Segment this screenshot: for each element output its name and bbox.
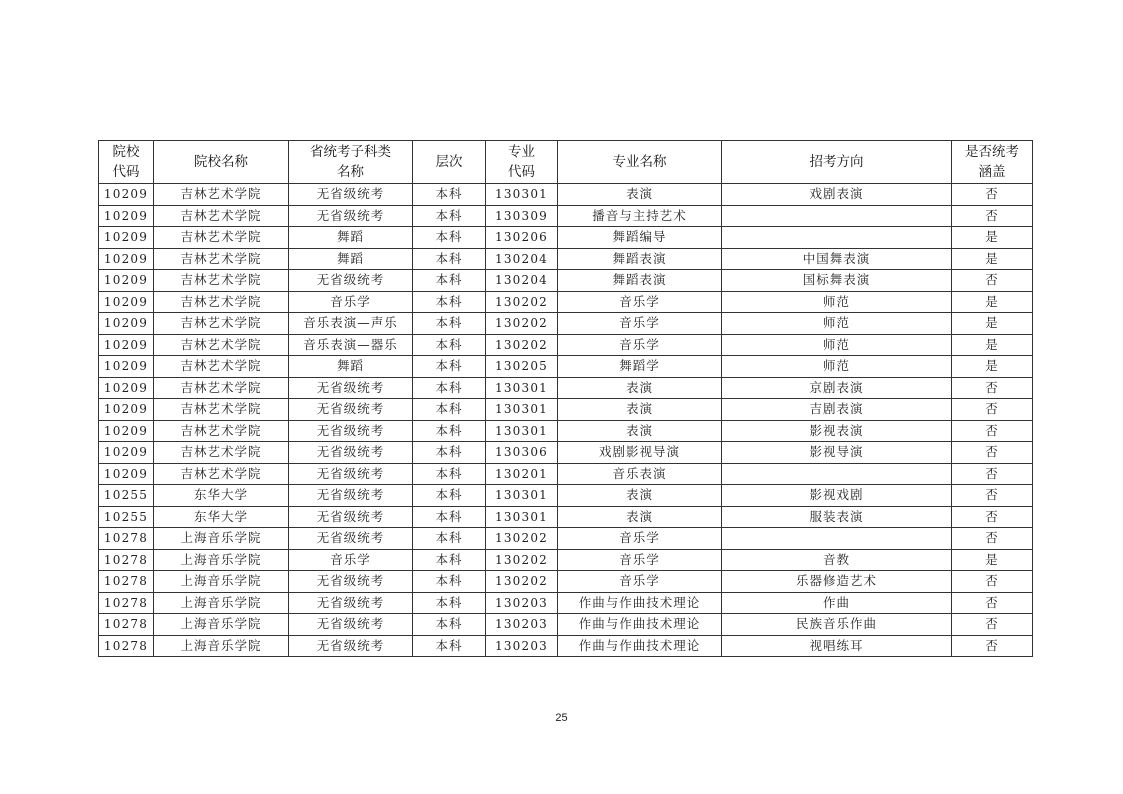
cell-major-code: 130301 (486, 506, 558, 528)
cell-level: 本科 (413, 549, 486, 571)
cell-school-code: 10255 (99, 485, 154, 507)
cell-school-name: 上海音乐学院 (154, 614, 289, 636)
header-major-name: 专业名称 (558, 141, 722, 184)
cell-school-name: 吉林艺术学院 (154, 184, 289, 206)
cell-admission-direction: 乐器修造艺术 (722, 571, 952, 593)
header-major-code: 专业 代码 (486, 141, 558, 184)
cell-level: 本科 (413, 463, 486, 485)
table-row (99, 313, 1033, 335)
cell-exam-coverage: 否 (952, 399, 1033, 421)
table-row (99, 205, 1033, 227)
cell-school-code: 10278 (99, 614, 154, 636)
cell-major-code: 130205 (486, 356, 558, 378)
cell-major-code: 130301 (486, 420, 558, 442)
cell-exam-coverage: 否 (952, 377, 1033, 399)
cell-admission-direction: 影视戏剧 (722, 485, 952, 507)
cell-major-code: 130203 (486, 592, 558, 614)
table-row (99, 592, 1033, 614)
cell-major-code: 130202 (486, 334, 558, 356)
cell-school-code: 10209 (99, 334, 154, 356)
cell-school-code: 10278 (99, 528, 154, 550)
cell-admission-direction: 师范 (722, 313, 952, 335)
cell-level: 本科 (413, 420, 486, 442)
cell-exam-subcategory: 无省级统考 (289, 635, 413, 657)
cell-exam-subcategory: 无省级统考 (289, 399, 413, 421)
cell-level: 本科 (413, 506, 486, 528)
cell-major-name: 表演 (558, 485, 722, 507)
cell-exam-coverage: 是 (952, 248, 1033, 270)
cell-admission-direction: 民族音乐作曲 (722, 614, 952, 636)
table-row (99, 549, 1033, 571)
cell-exam-subcategory: 无省级统考 (289, 506, 413, 528)
cell-level: 本科 (413, 227, 486, 249)
header-school-code: 院校 代码 (99, 141, 154, 184)
cell-exam-coverage: 否 (952, 485, 1033, 507)
cell-admission-direction (722, 205, 952, 227)
cell-major-name: 音乐学 (558, 528, 722, 550)
cell-major-name: 作曲与作曲技术理论 (558, 592, 722, 614)
cell-school-code: 10209 (99, 184, 154, 206)
cell-major-code: 130202 (486, 549, 558, 571)
cell-admission-direction (722, 227, 952, 249)
cell-school-name: 上海音乐学院 (154, 549, 289, 571)
cell-admission-direction: 国标舞表演 (722, 270, 952, 292)
cell-level: 本科 (413, 528, 486, 550)
cell-level: 本科 (413, 614, 486, 636)
cell-exam-subcategory: 无省级统考 (289, 420, 413, 442)
cell-level: 本科 (413, 399, 486, 421)
cell-exam-coverage: 否 (952, 270, 1033, 292)
cell-admission-direction: 作曲 (722, 592, 952, 614)
cell-level: 本科 (413, 377, 486, 399)
cell-exam-coverage: 否 (952, 635, 1033, 657)
cell-exam-coverage: 否 (952, 420, 1033, 442)
cell-school-name: 上海音乐学院 (154, 635, 289, 657)
cell-school-name: 吉林艺术学院 (154, 227, 289, 249)
cell-exam-subcategory: 无省级统考 (289, 463, 413, 485)
cell-major-code: 130301 (486, 184, 558, 206)
cell-major-name: 表演 (558, 506, 722, 528)
cell-level: 本科 (413, 184, 486, 206)
cell-exam-subcategory: 音乐表演—声乐 (289, 313, 413, 335)
cell-school-name: 东华大学 (154, 485, 289, 507)
table-row (99, 334, 1033, 356)
cell-school-name: 吉林艺术学院 (154, 377, 289, 399)
cell-school-code: 10278 (99, 635, 154, 657)
admissions-table (98, 140, 1033, 657)
table-row (99, 356, 1033, 378)
cell-school-name: 吉林艺术学院 (154, 442, 289, 464)
cell-admission-direction (722, 528, 952, 550)
cell-school-name: 东华大学 (154, 506, 289, 528)
table-row (99, 399, 1033, 421)
cell-exam-coverage: 是 (952, 549, 1033, 571)
cell-major-code: 130202 (486, 291, 558, 313)
cell-major-name: 舞蹈表演 (558, 270, 722, 292)
cell-admission-direction: 视唱练耳 (722, 635, 952, 657)
table-row (99, 506, 1033, 528)
cell-exam-coverage: 是 (952, 227, 1033, 249)
table-row (99, 442, 1033, 464)
cell-school-code: 10278 (99, 571, 154, 593)
cell-major-name: 表演 (558, 184, 722, 206)
table-row (99, 614, 1033, 636)
cell-exam-coverage: 否 (952, 184, 1033, 206)
header-admission-direction: 招考方向 (722, 141, 952, 184)
cell-exam-coverage: 否 (952, 571, 1033, 593)
cell-school-code: 10209 (99, 205, 154, 227)
cell-major-code: 130203 (486, 635, 558, 657)
page-number: 25 (555, 712, 568, 724)
cell-admission-direction: 戏剧表演 (722, 184, 952, 206)
cell-level: 本科 (413, 592, 486, 614)
cell-school-code: 10209 (99, 377, 154, 399)
table-row (99, 635, 1033, 657)
cell-admission-direction: 师范 (722, 356, 952, 378)
cell-admission-direction (722, 463, 952, 485)
cell-school-name: 吉林艺术学院 (154, 270, 289, 292)
table-body (99, 184, 1033, 657)
cell-admission-direction: 京剧表演 (722, 377, 952, 399)
cell-school-name: 吉林艺术学院 (154, 420, 289, 442)
table-row (99, 248, 1033, 270)
cell-major-name: 音乐学 (558, 313, 722, 335)
table-row (99, 528, 1033, 550)
cell-admission-direction: 吉剧表演 (722, 399, 952, 421)
cell-school-name: 吉林艺术学院 (154, 248, 289, 270)
table-row (99, 227, 1033, 249)
cell-admission-direction: 影视表演 (722, 420, 952, 442)
table-row (99, 571, 1033, 593)
cell-major-name: 音乐表演 (558, 463, 722, 485)
cell-exam-coverage: 否 (952, 205, 1033, 227)
cell-exam-subcategory: 舞蹈 (289, 356, 413, 378)
cell-major-name: 作曲与作曲技术理论 (558, 635, 722, 657)
cell-exam-coverage: 否 (952, 592, 1033, 614)
cell-admission-direction: 影视导演 (722, 442, 952, 464)
cell-exam-subcategory: 舞蹈 (289, 248, 413, 270)
cell-major-name: 音乐学 (558, 549, 722, 571)
cell-school-code: 10209 (99, 420, 154, 442)
cell-major-code: 130206 (486, 227, 558, 249)
cell-school-name: 上海音乐学院 (154, 571, 289, 593)
cell-school-code: 10278 (99, 549, 154, 571)
cell-major-name: 音乐学 (558, 571, 722, 593)
cell-exam-subcategory: 无省级统考 (289, 485, 413, 507)
cell-level: 本科 (413, 356, 486, 378)
cell-exam-subcategory: 音乐学 (289, 291, 413, 313)
cell-school-code: 10209 (99, 291, 154, 313)
cell-level: 本科 (413, 485, 486, 507)
cell-major-code: 130202 (486, 571, 558, 593)
cell-exam-subcategory: 无省级统考 (289, 614, 413, 636)
cell-exam-subcategory: 舞蹈 (289, 227, 413, 249)
table-row (99, 184, 1033, 206)
cell-major-name: 戏剧影视导演 (558, 442, 722, 464)
cell-school-code: 10209 (99, 248, 154, 270)
cell-school-code: 10209 (99, 463, 154, 485)
cell-admission-direction: 音教 (722, 549, 952, 571)
cell-admission-direction: 师范 (722, 334, 952, 356)
cell-exam-coverage: 否 (952, 528, 1033, 550)
cell-school-code: 10209 (99, 270, 154, 292)
header-school-name: 院校名称 (154, 141, 289, 184)
cell-major-name: 舞蹈表演 (558, 248, 722, 270)
cell-school-name: 吉林艺术学院 (154, 399, 289, 421)
cell-school-name: 吉林艺术学院 (154, 291, 289, 313)
cell-exam-coverage: 是 (952, 291, 1033, 313)
cell-major-name: 表演 (558, 399, 722, 421)
cell-level: 本科 (413, 334, 486, 356)
cell-level: 本科 (413, 313, 486, 335)
cell-major-name: 播音与主持艺术 (558, 205, 722, 227)
cell-exam-subcategory: 无省级统考 (289, 205, 413, 227)
cell-major-code: 130309 (486, 205, 558, 227)
cell-major-code: 130301 (486, 399, 558, 421)
cell-school-code: 10278 (99, 592, 154, 614)
cell-admission-direction: 师范 (722, 291, 952, 313)
cell-exam-subcategory: 音乐表演—器乐 (289, 334, 413, 356)
cell-major-name: 音乐学 (558, 291, 722, 313)
cell-exam-coverage: 否 (952, 442, 1033, 464)
table-row (99, 420, 1033, 442)
cell-exam-coverage: 是 (952, 313, 1033, 335)
cell-exam-coverage: 否 (952, 506, 1033, 528)
cell-exam-subcategory: 无省级统考 (289, 270, 413, 292)
header-level: 层次 (413, 141, 486, 184)
table-row (99, 270, 1033, 292)
cell-major-name: 音乐学 (558, 334, 722, 356)
cell-level: 本科 (413, 635, 486, 657)
cell-major-name: 作曲与作曲技术理论 (558, 614, 722, 636)
cell-admission-direction: 中国舞表演 (722, 248, 952, 270)
cell-major-code: 130201 (486, 463, 558, 485)
cell-major-name: 表演 (558, 420, 722, 442)
cell-exam-coverage: 否 (952, 614, 1033, 636)
cell-exam-subcategory: 无省级统考 (289, 184, 413, 206)
cell-major-code: 130301 (486, 485, 558, 507)
cell-major-name: 舞蹈编导 (558, 227, 722, 249)
cell-school-name: 上海音乐学院 (154, 592, 289, 614)
cell-level: 本科 (413, 270, 486, 292)
cell-exam-coverage: 是 (952, 334, 1033, 356)
cell-major-code: 130301 (486, 377, 558, 399)
cell-exam-subcategory: 音乐学 (289, 549, 413, 571)
cell-level: 本科 (413, 248, 486, 270)
cell-admission-direction: 服装表演 (722, 506, 952, 528)
cell-major-name: 表演 (558, 377, 722, 399)
cell-school-name: 吉林艺术学院 (154, 205, 289, 227)
cell-major-code: 130202 (486, 528, 558, 550)
cell-school-code: 10209 (99, 313, 154, 335)
cell-school-code: 10209 (99, 356, 154, 378)
cell-exam-subcategory: 无省级统考 (289, 592, 413, 614)
cell-school-code: 10255 (99, 506, 154, 528)
cell-exam-coverage: 否 (952, 463, 1033, 485)
cell-exam-subcategory: 无省级统考 (289, 442, 413, 464)
cell-major-code: 130306 (486, 442, 558, 464)
cell-school-code: 10209 (99, 227, 154, 249)
cell-school-code: 10209 (99, 399, 154, 421)
cell-exam-subcategory: 无省级统考 (289, 377, 413, 399)
cell-school-name: 上海音乐学院 (154, 528, 289, 550)
cell-exam-subcategory: 无省级统考 (289, 571, 413, 593)
cell-level: 本科 (413, 205, 486, 227)
cell-major-code: 130202 (486, 313, 558, 335)
cell-school-name: 吉林艺术学院 (154, 334, 289, 356)
cell-level: 本科 (413, 571, 486, 593)
cell-exam-coverage: 是 (952, 356, 1033, 378)
cell-exam-subcategory: 无省级统考 (289, 528, 413, 550)
cell-level: 本科 (413, 442, 486, 464)
cell-major-code: 130203 (486, 614, 558, 636)
cell-school-name: 吉林艺术学院 (154, 356, 289, 378)
table-row (99, 291, 1033, 313)
cell-school-name: 吉林艺术学院 (154, 463, 289, 485)
cell-school-code: 10209 (99, 442, 154, 464)
cell-level: 本科 (413, 291, 486, 313)
table-header-row (99, 141, 1033, 184)
table-row (99, 377, 1033, 399)
header-exam-subcategory: 省统考子科类 名称 (289, 141, 413, 184)
cell-major-name: 舞蹈学 (558, 356, 722, 378)
header-exam-coverage: 是否统考 涵盖 (952, 141, 1033, 184)
cell-major-code: 130204 (486, 270, 558, 292)
table-row (99, 485, 1033, 507)
cell-school-name: 吉林艺术学院 (154, 313, 289, 335)
table-row (99, 463, 1033, 485)
cell-major-code: 130204 (486, 248, 558, 270)
